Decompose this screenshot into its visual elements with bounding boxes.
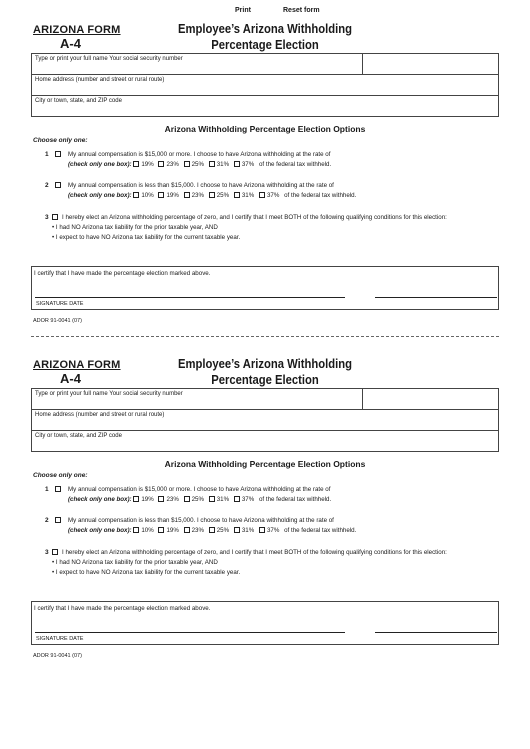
signature-date-label: SIGNATURE DATE (36, 301, 84, 307)
option-1-rates (68, 496, 331, 503)
option-2-rate-2[interactable] (184, 527, 204, 534)
rate-label: 37% (241, 161, 255, 168)
option-3-bullet-1: • I had NO Arizona tax liability for the prior taxable year, AND (52, 559, 218, 566)
rate-label: 25% (191, 496, 204, 503)
city-label: City or town, state, and ZIP code (35, 98, 122, 104)
rate-label: 25% (216, 527, 230, 534)
option-2-text: My annual compensation is less than $15,000. I choose to have Arizona withholding at the rate of (68, 182, 334, 189)
rate-label: 31% (216, 161, 230, 168)
option-2-rates (68, 192, 356, 199)
option-1-text: My annual compensation is $15,000 or more. I choose to have Arizona withholding at the rate of (68, 151, 331, 158)
form-copy-2 (0, 335, 530, 675)
checkbox-icon (259, 527, 265, 533)
form-code: A-4 (60, 371, 81, 386)
date-line[interactable] (375, 632, 497, 633)
form-name: ARIZONA FORM (33, 359, 121, 371)
option-2-rate-5[interactable] (259, 192, 279, 199)
city-field[interactable] (32, 431, 498, 451)
option-1-check-label: (check only one box): (68, 161, 132, 168)
title-line-2: Percentage Election (211, 38, 319, 52)
rate-label: 37% (266, 192, 280, 199)
choose-only-one: Choose only one: (33, 472, 88, 479)
rate-label: 31% (241, 192, 255, 199)
option-2-number: 2 (45, 182, 49, 189)
date-line[interactable] (375, 297, 497, 298)
option-1-rate-3[interactable] (209, 496, 229, 503)
city-label: City or town, state, and ZIP code (35, 433, 122, 439)
address-field[interactable] (32, 75, 498, 96)
option-3-bullet-2: • I expect to have NO Arizona tax liability for the current taxable year. (52, 234, 241, 241)
option-1-number: 1 (45, 486, 49, 493)
option-3-checkbox[interactable] (52, 214, 58, 220)
address-label: Home address (number and street or rural route) (35, 412, 165, 418)
checkbox-icon (133, 527, 139, 533)
option-3-number: 3 (45, 214, 49, 221)
certify-text: I certify that I have made the percentage election marked above. (34, 605, 211, 612)
option-2-rate-0[interactable] (133, 192, 153, 199)
option-2-rate-3[interactable] (209, 527, 229, 534)
form-name: ARIZONA FORM (33, 24, 121, 36)
checkbox-icon (209, 192, 215, 198)
rate-label: 19% (141, 496, 154, 503)
option-2-check-label: (check only one box): (68, 192, 132, 199)
option-2-number: 2 (45, 517, 49, 524)
checkbox-icon (184, 527, 190, 533)
checkbox-icon (158, 496, 164, 502)
option-1-checkbox[interactable] (55, 151, 61, 157)
option-1-rate-4[interactable] (234, 496, 254, 503)
title-line-1: Employee’s Arizona Withholding (177, 22, 353, 36)
section-title: Arizona Withholding Percentage Election Options (164, 124, 366, 134)
option-2-rate-2[interactable] (184, 192, 204, 199)
option-3-text: I hereby elect an Arizona withholding percentage of zero, and I certify that I meet BOTH of the following qualifying conditions for this election: (62, 214, 447, 221)
checkbox-icon (209, 496, 215, 502)
rate-label: 31% (241, 527, 255, 534)
option-2-rate-0[interactable] (133, 527, 153, 534)
option-1-rate-0[interactable] (133, 161, 153, 168)
certification-box (31, 601, 499, 645)
rate-label: 23% (166, 496, 179, 503)
signature-line[interactable] (35, 297, 345, 298)
checkbox-icon (234, 527, 240, 533)
ssn-input[interactable] (363, 389, 498, 409)
option-2-rate-1[interactable] (158, 192, 178, 199)
option-2-checkbox[interactable] (55, 182, 61, 188)
checkbox-icon (158, 527, 164, 533)
ador-code: ADOR 91-0041 (07) (33, 318, 82, 324)
rate-label: 37% (266, 527, 280, 534)
option-1-suffix: of the federal tax withheld. (258, 496, 332, 503)
rate-label: 19% (141, 161, 154, 168)
checkbox-icon (234, 192, 240, 198)
checkbox-icon (234, 161, 240, 167)
checkbox-icon (133, 161, 139, 167)
option-2-rates (68, 527, 356, 534)
checkbox-icon (184, 192, 190, 198)
ador-code: ADOR 91-0041 (07) (33, 653, 82, 659)
form-title (162, 356, 369, 388)
address-field[interactable] (32, 410, 498, 431)
option-2-suffix: of the federal tax withheld. (284, 192, 357, 199)
option-2-rate-4[interactable] (234, 192, 254, 199)
rate-label: 10% (141, 192, 154, 199)
checkbox-icon (259, 192, 265, 198)
rate-label: 19% (166, 192, 179, 199)
option-2-check-label: (check only one box): (68, 527, 132, 534)
option-2-suffix: of the federal tax withheld. (284, 527, 357, 534)
option-1-rate-1[interactable] (158, 161, 178, 168)
checkbox-icon (133, 192, 139, 198)
option-3-checkbox[interactable] (52, 549, 58, 555)
title-line-1: Employee’s Arizona Withholding (177, 357, 353, 371)
option-1-rate-2[interactable] (184, 496, 204, 503)
option-2-rate-1[interactable] (158, 527, 178, 534)
option-2-checkbox[interactable] (55, 517, 61, 523)
option-1-rate-4[interactable] (234, 161, 254, 168)
option-1-rate-3[interactable] (209, 161, 229, 168)
ssn-input[interactable] (363, 54, 498, 74)
option-1-rate-1[interactable] (158, 496, 178, 503)
signature-date-label: SIGNATURE DATE (36, 636, 84, 642)
address-label: Home address (number and street or rural route) (35, 77, 165, 83)
rate-label: 19% (166, 527, 179, 534)
choose-only-one: Choose only one: (33, 137, 88, 144)
option-3-bullet-2: • I expect to have NO Arizona tax liability for the current taxable year. (52, 569, 241, 576)
identity-fields-box (31, 53, 499, 117)
option-1-rate-2[interactable] (184, 161, 204, 168)
option-1-number: 1 (45, 151, 49, 158)
rate-label: 23% (166, 161, 179, 168)
section-title: Arizona Withholding Percentage Election Options (164, 459, 366, 469)
form-title (162, 21, 369, 53)
rate-label: 23% (191, 192, 204, 199)
reset-form-button[interactable]: Reset form (283, 7, 320, 14)
option-2-rate-4[interactable] (234, 527, 254, 534)
identity-fields-box (31, 388, 499, 452)
form-code: A-4 (60, 36, 81, 51)
option-3-bullet-1: • I had NO Arizona tax liability for the prior taxable year, AND (52, 224, 218, 231)
checkbox-icon (133, 496, 139, 502)
option-2-rate-3[interactable] (209, 192, 229, 199)
checkbox-icon (158, 161, 164, 167)
option-1-rate-0[interactable] (133, 496, 153, 503)
option-2-text: My annual compensation is less than $15,000. I choose to have Arizona withholding at the rate of (68, 517, 334, 524)
checkbox-icon (234, 496, 240, 502)
checkbox-icon (209, 161, 215, 167)
rate-label: 25% (191, 161, 204, 168)
rate-label: 31% (216, 496, 230, 503)
option-3-number: 3 (45, 549, 49, 556)
option-1-checkbox[interactable] (55, 486, 61, 492)
print-button[interactable]: Print (235, 7, 251, 14)
option-1-rates (68, 161, 331, 168)
checkbox-icon (209, 527, 215, 533)
certification-box (31, 266, 499, 310)
checkbox-icon (184, 161, 190, 167)
form-copy-1 (0, 0, 530, 340)
option-1-check-label: (check only one box): (68, 496, 132, 503)
certify-text: I certify that I have made the percentage election marked above. (34, 270, 211, 277)
title-line-2: Percentage Election (211, 373, 319, 387)
rate-label: 25% (216, 192, 230, 199)
signature-line[interactable] (35, 632, 345, 633)
option-1-text: My annual compensation is $15,000 or more. I choose to have Arizona withholding at the rate of (68, 486, 331, 493)
option-1-suffix: of the federal tax withheld. (258, 161, 332, 168)
option-2-rate-5[interactable] (259, 527, 279, 534)
option-3-text: I hereby elect an Arizona withholding percentage of zero, and I certify that I meet BOTH of the following qualifying conditions for this election: (62, 549, 447, 556)
rate-label: 23% (191, 527, 204, 534)
checkbox-icon (184, 496, 190, 502)
checkbox-icon (158, 192, 164, 198)
rate-label: 10% (141, 527, 154, 534)
name-ssn-label: Type or print your full name Your social security number (35, 56, 183, 62)
name-ssn-label: Type or print your full name Your social security number (35, 391, 183, 397)
rate-label: 37% (241, 496, 255, 503)
city-field[interactable] (32, 96, 498, 116)
